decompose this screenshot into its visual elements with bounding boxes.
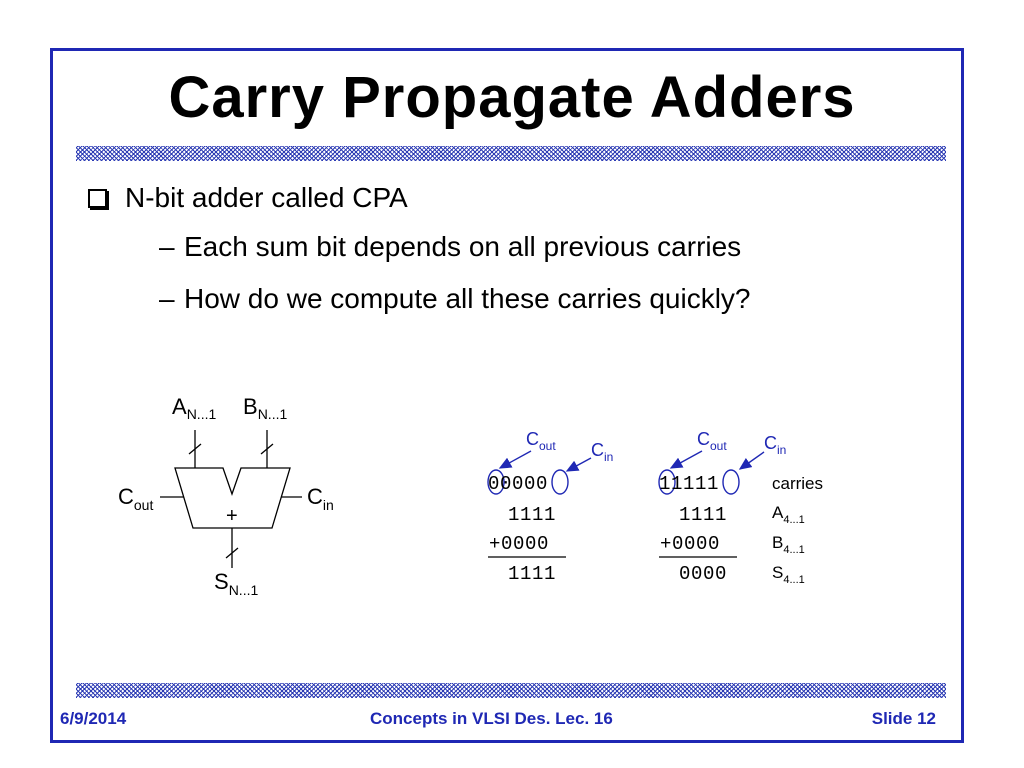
example2-carries: 11111 — [659, 473, 720, 495]
example2-cout-label: $C_{out}$ — [697, 429, 727, 453]
example2-cout-arrow — [671, 451, 702, 468]
adder-symbol — [118, 394, 334, 598]
example2-operand-a: 1111 — [679, 504, 728, 526]
row-label-b: $B_{4...1}$ — [772, 533, 805, 556]
input-a-label: $A_{N...1}$ — [172, 394, 217, 422]
example1-cin-highlight — [552, 470, 568, 494]
example1-operand-b: +0000 — [489, 533, 550, 555]
row-label-a: $A_{4...1}$ — [772, 503, 805, 526]
example1-operand-a: 1111 — [508, 504, 557, 526]
example1-cout-label: $C_{out}$ — [526, 429, 556, 453]
slide-title: Carry Propagate Adders — [168, 65, 856, 130]
dash-icon: – — [159, 231, 175, 262]
bullet-main-text: N-bit adder called CPA — [125, 182, 408, 213]
input-b-label: $B_{N...1}$ — [243, 394, 288, 422]
footer-divider — [76, 683, 946, 698]
dash-icon: – — [159, 283, 175, 314]
adder-operator: + — [226, 505, 238, 527]
example2-cin-label: $C_{in}$ — [764, 433, 787, 457]
row-label-carries: carries — [772, 474, 824, 493]
carry-out-label: $C_{out}$ — [118, 484, 154, 513]
example1-sum: 1111 — [508, 563, 557, 585]
sum-label: $S_{N...1}$ — [214, 569, 259, 598]
example1-carries: 00000 — [488, 473, 549, 495]
bullet-sub-2-text: How do we compute all these carries quickly? — [184, 283, 751, 314]
row-labels — [772, 474, 823, 586]
example2-cin-highlight — [723, 470, 739, 494]
example-all-carry — [659, 429, 786, 585]
footer-course: Concepts in VLSI Des. Lec. 16 — [370, 709, 613, 728]
row-label-s: $S_{4...1}$ — [772, 563, 805, 586]
example2-sum: 0000 — [679, 563, 728, 585]
example-no-carry — [488, 429, 613, 585]
example2-operand-b: +0000 — [660, 533, 721, 555]
carry-in-label: $C_{in}$ — [307, 484, 334, 513]
example1-cin-arrow — [567, 458, 591, 471]
example1-cout-arrow — [500, 451, 531, 468]
example1-cin-label: $C_{in}$ — [591, 440, 614, 464]
example2-cin-arrow — [740, 452, 764, 469]
footer-date: 6/9/2014 — [60, 709, 127, 728]
footer-slide-number: Slide 12 — [871, 709, 936, 728]
bullet-sub-1-text: Each sum bit depends on all previous carries — [184, 231, 742, 262]
